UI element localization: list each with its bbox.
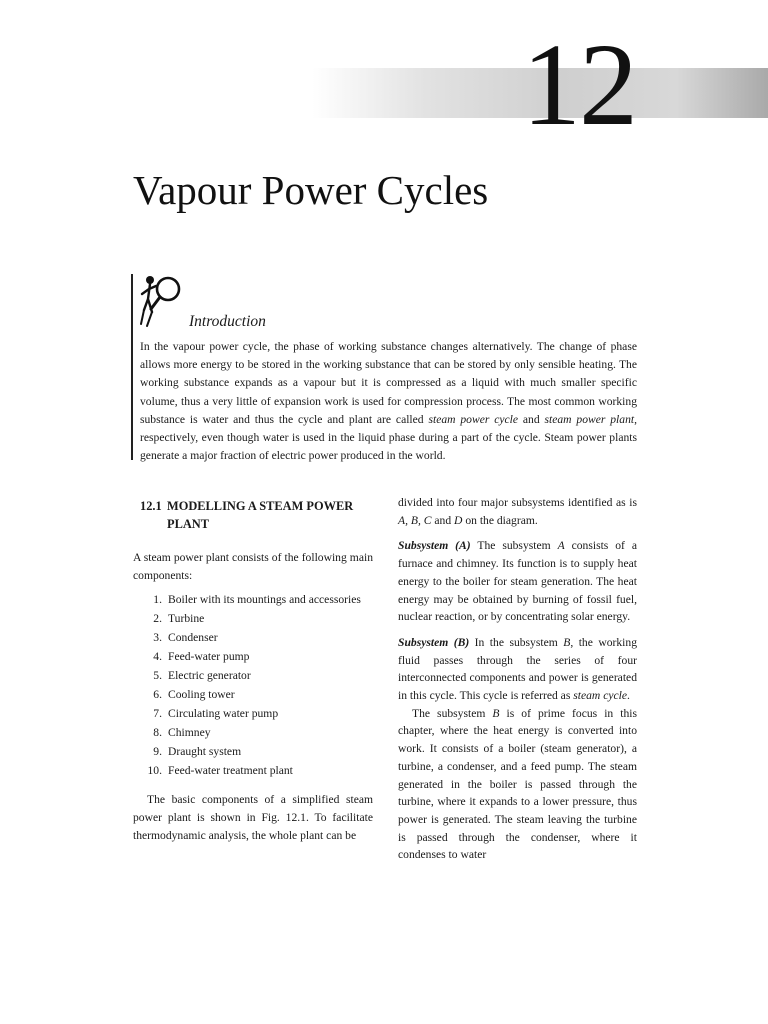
component-list-item [133,648,373,667]
intro-heading: Introduction [189,313,266,330]
component-number: 6. [153,687,162,701]
component-text: Cooling tower [168,687,235,701]
component-number: 2. [153,612,162,626]
component-list-item [133,724,373,743]
component-number: 5. [153,669,162,683]
subsystem-b-paragraph: Subsystem (B) In the subsystem B, the working fluid passes through the series of four interconnected components and power is generated in this cycle. This cycle is referred as steam cycle. [398,635,637,703]
component-text: Turbine [168,612,205,626]
subsystem-a-paragraph: Subsystem (A) The subsystem A consists of a furnace and chimney. Its function is to supply heat energy to the boiler for steam generation. The heat energy may be obtained by burning of fossil fuel, nuclear reaction, or by concentrating solar energy. [398,539,637,624]
chapter-title: Vapour Power Cycles [133,167,489,213]
section-number: 12.1 [140,499,162,513]
subsystem-a-label: Subsystem (A) [398,539,471,553]
basic-components-paragraph: The basic components of a simplified steam power plant is shown in Fig. 12.1. To facilitate thermodynamic analysis, the whole plant can be [133,793,373,842]
component-list-item [133,686,373,705]
component-number: 4. [153,650,162,664]
thinker-figure-icon [138,272,186,332]
component-number: 7. [153,706,162,720]
subsystem-b-label: Subsystem (B) [398,635,470,649]
component-list-item [133,629,373,648]
subsystem-b-detail-paragraph: The subsystem B is of prime focus in this chapter, where the heat energy is converted into work. It consists of a boiler (steam generator), a turbine, a condenser, and a feed pump. The steam generated in the boiler is passed through the turbine, where it expands to a lower pressure, thus power is generated. The steam leaving the turbine is passed through the condenser, where it condenses to water [398,706,637,862]
right-column [398,494,637,864]
component-list-item [133,667,373,686]
components-lead: A steam power plant consists of the following main components: [133,551,373,582]
component-text: Feed-water treatment plant [168,763,293,777]
component-text: Circulating water pump [168,706,279,720]
component-text: Draught system [168,744,242,758]
intro-paragraph: In the vapour power cycle, the phase of working substance changes alternatively. The change of phase allows more energy to be stored in the working substance that can be stored by only sensible heating. The working substance expands as a vapour but it is compressed as a liquid with much smaller specific volume, thus a very little of expansion work is used for compression process. The most common working substance is water and thus the cycle and plant are called steam power cycle and steam power plant, respectively, even though water is used in the liquid phase during a part of the cycle. Steam power plants generate a major fraction of electric power produced in the world. [140,340,637,463]
component-list-item [133,610,373,629]
component-text: Chimney [168,725,211,739]
component-number: 9. [153,744,162,758]
component-text: Electric generator [168,669,251,683]
component-number: 1. [153,593,162,607]
component-number: 3. [153,631,162,645]
component-text: Boiler with its mountings and accessories [168,593,361,607]
section-heading [140,497,373,533]
components-list [133,591,373,780]
intro-side-rule [131,274,133,460]
component-number: 8. [153,725,162,739]
component-list-item [133,705,373,724]
component-number: 10. [147,763,162,777]
component-list-item [133,743,373,762]
component-text: Condenser [168,631,218,645]
component-list-item [133,762,373,781]
chapter-number: 12 [522,19,636,150]
component-list-item [133,591,373,610]
component-text: Feed-water pump [168,650,250,664]
section-title: MODELLING A STEAM POWER PLANT [167,499,354,531]
left-column [133,497,373,845]
subsystems-paragraph: divided into four major subsystems identified as is A, B, C and D on the diagram. [398,496,637,527]
